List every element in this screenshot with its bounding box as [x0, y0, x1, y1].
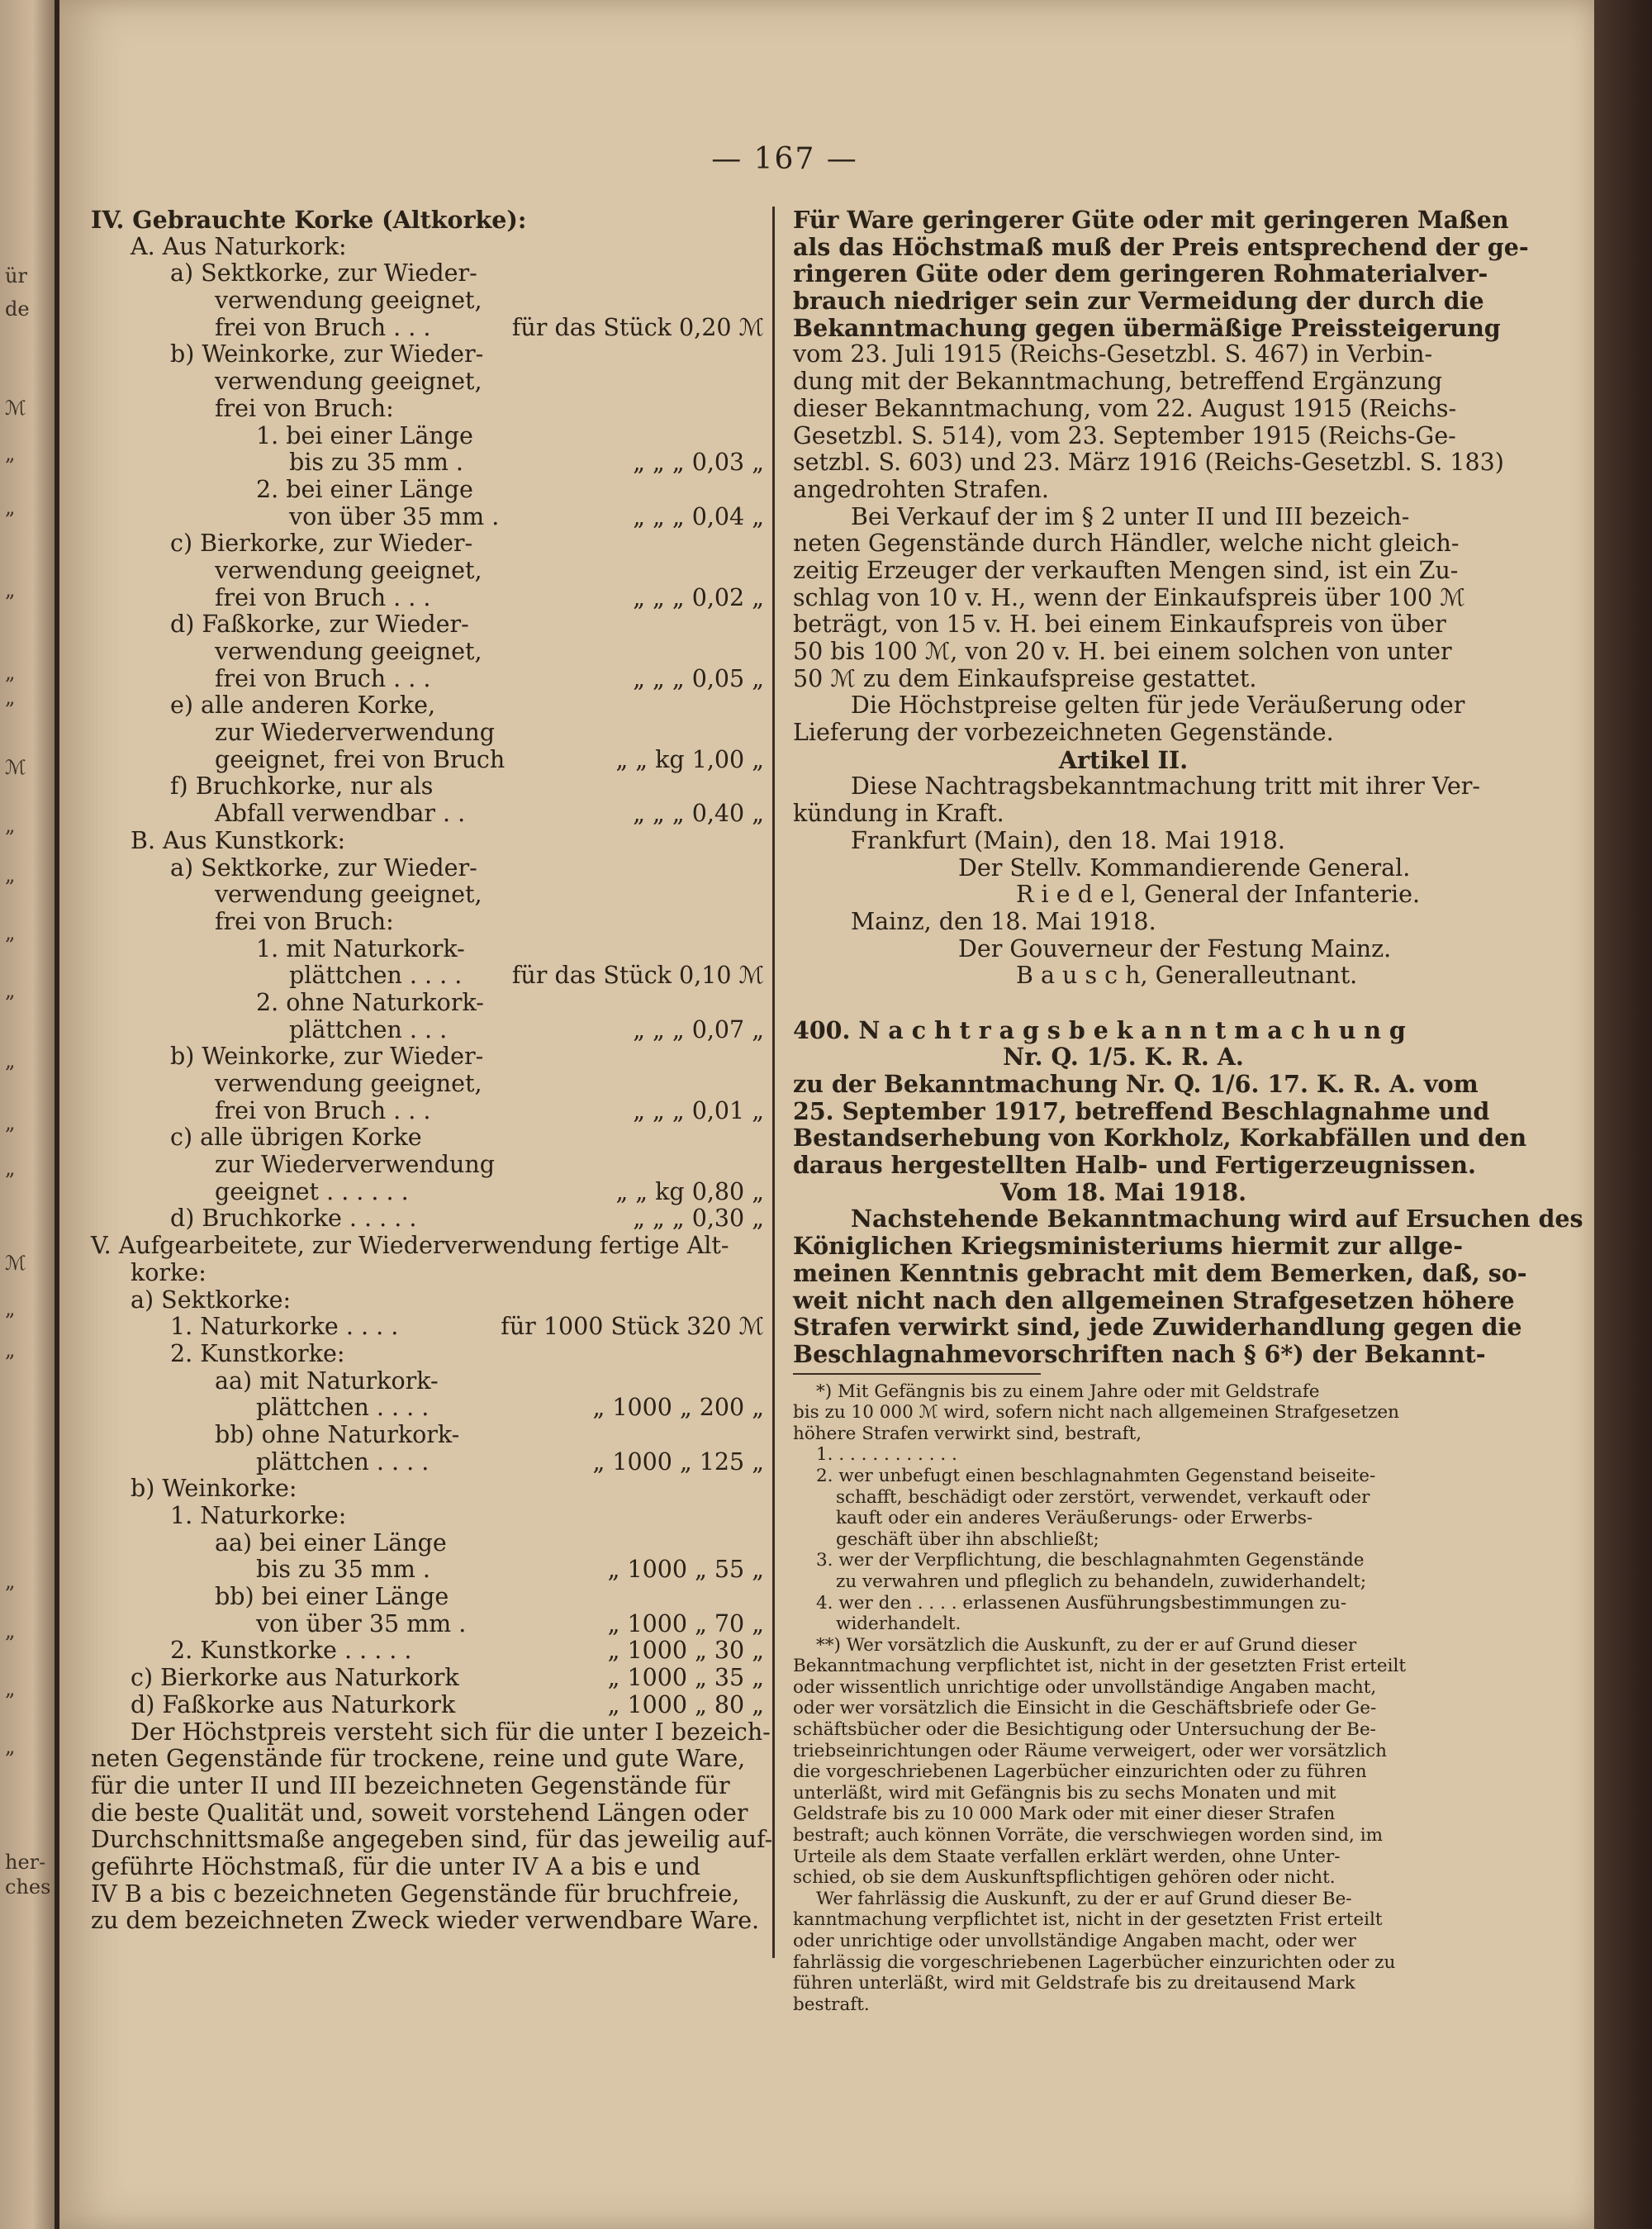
left-line	[91, 828, 764, 855]
right-line: dung mit der Bekanntmachung, betreffend Ergänzung	[793, 368, 1443, 396]
left-line	[91, 260, 764, 288]
left-line-text: frei von Bruch:	[215, 907, 394, 935]
right-line: Diese Nachtragsbekanntmachung tritt mit ihrer Ver-	[851, 772, 1480, 801]
left-line	[91, 315, 764, 342]
price-value: „ „ „ 0,05 „	[633, 664, 764, 692]
right-line: vom 23. Juli 1915 (Reichs-Gesetzbl. S. 467) in Verbin-	[793, 340, 1433, 368]
left-line-text: c) Bierkorke, zur Wieder-	[170, 530, 473, 558]
right-line: kündung in Kraft.	[793, 800, 1004, 828]
footnote-line: geschäft über ihn abschließt;	[836, 1528, 1099, 1550]
left-line-text: 2. Kunstkorke . . . . .	[170, 1637, 412, 1665]
margin-fragment: ches	[5, 1875, 51, 1899]
margin-fragment: „	[5, 1338, 16, 1362]
footnote-line: triebseinrichtungen oder Räume verweigert, oder wer vorsätzlich	[793, 1740, 1387, 1761]
right-column-body	[793, 206, 1583, 1368]
footnote-line: 4. wer den . . . . erlassenen Ausführungsbestimmungen zu-	[816, 1592, 1347, 1614]
right-line: beträgt, von 15 v. H. bei einem Einkaufspreis von über	[793, 611, 1446, 639]
left-line-text: korke:	[131, 1258, 206, 1286]
left-line-text: b) Weinkorke, zur Wieder-	[170, 340, 484, 368]
left-line-text: 2. Kunstkorke:	[170, 1339, 345, 1367]
left-line-text: frei von Bruch . . .	[215, 1096, 431, 1124]
left-line	[91, 1665, 764, 1692]
left-line-text: plättchen . . .	[289, 1015, 448, 1043]
column-divider	[772, 207, 775, 1958]
margin-fragment: „	[5, 863, 16, 886]
footnote-line: schied, ob sie dem Auskunftspflichtigen gehören oder nicht.	[793, 1867, 1336, 1889]
left-line-text: plättchen . . . .	[256, 1394, 430, 1422]
price-value: „ 1000 „ 55 „	[607, 1556, 764, 1584]
price-value: „ „ kg 1,00 „	[615, 745, 764, 773]
left-line	[91, 585, 764, 612]
right-line: schlag von 10 v. H., wenn der Einkaufspreis über 100 ℳ	[793, 583, 1465, 611]
left-line	[91, 1530, 764, 1557]
left-line	[91, 747, 764, 774]
left-line	[91, 1368, 764, 1395]
right-line: Nr. Q. 1/5. K. R. A.	[1003, 1043, 1244, 1072]
margin-fragment: „	[5, 921, 16, 944]
margin-fragment: „	[5, 979, 16, 1002]
left-line	[91, 1205, 764, 1233]
footnotes	[793, 1381, 1454, 2016]
left-line	[91, 288, 764, 315]
price-value: „ „ „ 0,30 „	[633, 1205, 764, 1233]
left-line-text: frei von Bruch . . .	[215, 664, 431, 692]
margin-fragment: „	[5, 442, 16, 465]
left-line-text: 1. mit Naturkork-	[256, 934, 465, 962]
price-value: „ „ „ 0,40 „	[633, 800, 764, 828]
right-line: zeitig Erzeuger der verkauften Mengen sind, ist ein Zu-	[793, 556, 1459, 584]
left-line	[91, 1826, 773, 1854]
left-line-text: 1. bei einer Länge	[256, 421, 473, 449]
footnote-line: schäftsbücher oder die Besichtigung oder Untersuchung der Be-	[793, 1719, 1376, 1741]
left-line-text: bis zu 35 mm .	[256, 1556, 430, 1584]
footnote-line: 1. . . . . . . . . . . .	[816, 1444, 957, 1466]
footnote-line: oder unrichtige oder unvollständige Angaben macht, oder wer	[793, 1931, 1356, 1951]
left-line-text: d) Bruchkorke . . . . .	[170, 1205, 417, 1233]
left-line-text: verwendung geeignet,	[215, 368, 482, 396]
left-line	[91, 692, 764, 720]
left-line-text: c) Bierkorke aus Naturkork	[131, 1664, 459, 1692]
left-line	[91, 234, 764, 261]
footnote-line: widerhandelt.	[836, 1614, 961, 1635]
left-column	[91, 206, 773, 1935]
margin-fragment: ℳ	[5, 756, 26, 779]
right-line: Vom 18. Mai 1918.	[999, 1177, 1247, 1206]
left-line-text: d) Faßkorke aus Naturkork	[131, 1690, 456, 1718]
right-line: Lieferung der vorbezeichneten Gegenstände.	[793, 719, 1334, 747]
right-line: Königlichen Kriegsministeriums hiermit zur allge-	[793, 1232, 1464, 1261]
left-line	[91, 936, 764, 963]
price-value: „ 1000 „ 80 „	[607, 1690, 764, 1718]
left-line-text: verwendung geeignet,	[215, 881, 482, 909]
footnote-line: oder wissentlich unrichtige oder unvollständige Angaben macht,	[793, 1676, 1377, 1698]
right-line: Strafen verwirkt sind, jede Zuwiderhandlung gegen die	[793, 1313, 1522, 1342]
left-line	[91, 341, 764, 368]
book-cover-edge	[1594, 0, 1652, 2229]
left-line	[91, 1098, 764, 1125]
left-line-text: V. Aufgearbeitete, zur Wiederverwendung fertige Alt-	[91, 1232, 729, 1260]
left-line-text: 1. Naturkorke . . . .	[170, 1313, 399, 1341]
left-line	[91, 1071, 764, 1098]
right-line: neten Gegenstände durch Händler, welche nicht gleich-	[793, 530, 1460, 558]
left-line-text: aa) mit Naturkork-	[215, 1366, 439, 1395]
price-value: „ „ kg 0,80 „	[615, 1177, 764, 1205]
left-line	[91, 773, 764, 801]
footnote-line: *) Mit Gefängnis bis zu einem Jahre oder mit Geldstrafe	[816, 1381, 1320, 1402]
footnote-line: Wer fahrlässig die Auskunft, zu der er auf Grund dieser Be-	[816, 1888, 1352, 1909]
price-value: „ 1000 „ 200 „	[592, 1394, 764, 1422]
footnote-line: 3. wer der Verpflichtung, die beschlagnahmten Gegenstände	[816, 1550, 1365, 1571]
footnote-line: führen unterläßt, wird mit Geldstrafe bis zu dreitausend Mark	[793, 1973, 1355, 1994]
footnote-line: bestraft.	[793, 1994, 870, 2015]
left-line	[91, 801, 764, 828]
left-line	[91, 423, 764, 450]
left-line-text: B. Aus Kunstkork:	[131, 826, 346, 854]
left-line	[91, 1341, 764, 1368]
footnote-line: bestraft; auch können Vorräte, die verschwiegen worden sind, im	[793, 1825, 1383, 1846]
right-line: angedrohten Strafen.	[793, 475, 1049, 503]
left-line	[91, 1881, 764, 1908]
margin-fragment: de	[5, 297, 30, 321]
price-value: „ „ „ 0,07 „	[633, 1015, 764, 1043]
left-line	[91, 1017, 764, 1044]
left-line	[91, 1287, 764, 1314]
left-line	[91, 855, 764, 882]
page-number: — 167 —	[711, 142, 858, 176]
margin-fragment: „	[5, 1049, 16, 1072]
right-line: Bekanntmachung gegen übermäßige Preissteigerung	[793, 313, 1501, 342]
footnote-line: kanntmachung verpflichtet ist, nicht in der gesetzten Frist erteilt	[793, 1909, 1383, 1931]
left-line	[91, 1584, 764, 1611]
left-line-text: geführte Höchstmaß, für die unter IV A a bis e und	[91, 1852, 701, 1880]
right-line: zu der Bekanntmachung Nr. Q. 1/6. 17. K. R. A. vom	[793, 1070, 1479, 1098]
left-line	[91, 1854, 764, 1881]
left-line	[91, 1773, 764, 1800]
left-line	[91, 1124, 764, 1152]
left-line-text: plättchen . . . .	[256, 1447, 430, 1476]
left-line-text: Der Höchstpreis versteht sich für die unter I bezeich-	[131, 1718, 771, 1746]
footnote-line: Bekanntmachung verpflichtet ist, nicht in der gesetzten Frist erteilt	[793, 1656, 1406, 1677]
left-line	[91, 1746, 764, 1773]
right-line: Artikel II.	[1058, 745, 1189, 774]
footnote-line: fahrlässig die vorgeschriebenen Lagerbücher einzurichten oder zu	[793, 1951, 1396, 1973]
left-line	[91, 530, 764, 558]
left-line	[91, 1718, 771, 1747]
left-line	[91, 1179, 764, 1206]
right-line: Gesetzbl. S. 514), vom 23. September 1915 (Reichs-Ge-	[793, 421, 1456, 449]
left-line	[91, 639, 764, 666]
left-line	[91, 1908, 764, 1935]
left-line-text: b) Weinkorke:	[131, 1475, 297, 1503]
right-line: R i e d e l, General der Infanterie.	[1016, 881, 1421, 909]
right-line: Der Stellv. Kommandierende General.	[958, 853, 1411, 882]
margin-fragment: „	[5, 1619, 16, 1642]
price-value: „ „ „ 0,04 „	[633, 502, 764, 530]
left-line	[91, 1233, 764, 1260]
margin-fragment: „	[5, 1570, 16, 1593]
left-line	[91, 1395, 764, 1422]
footnote-line: Urteile als dem Staate verfallen erklärt werden, ohne Unter-	[793, 1846, 1341, 1867]
footnote-line: unterläßt, wird mit Gefängnis bis zu sechs Monaten und mit	[793, 1782, 1336, 1804]
left-line-text: c) alle übrigen Korke	[170, 1124, 422, 1152]
margin-fragment: ℳ	[5, 397, 26, 420]
price-value: „ 1000 „ 70 „	[607, 1609, 764, 1637]
left-line	[91, 449, 764, 477]
left-line-text: 1. Naturkorke:	[170, 1502, 347, 1529]
right-line: Die Höchstpreise gelten für jede Veräußerung oder	[851, 692, 1465, 720]
left-line-text: IV. Gebrauchte Korke (Altkorke):	[91, 206, 527, 234]
left-line	[91, 1800, 764, 1827]
margin-fragment: „	[5, 686, 16, 709]
left-line-text: die beste Qualität und, soweit vorstehend Längen oder	[91, 1799, 748, 1827]
left-line	[91, 1503, 764, 1530]
left-line	[91, 1476, 764, 1503]
footnote-line: kauft oder ein anderes Veräußerungs- oder Erwerbs-	[836, 1508, 1313, 1529]
right-line: dieser Bekanntmachung, vom 22. August 1915 (Reichs-	[793, 394, 1457, 422]
left-line-text: für die unter II und III bezeichneten Gegenstände für	[91, 1771, 730, 1799]
left-line-text: a) Sektkorke, zur Wieder-	[170, 853, 477, 882]
left-line	[91, 1692, 764, 1719]
right-line: 400. N a c h t r a g s b e k a n n t m a c h u n g	[793, 1015, 1406, 1044]
left-line-text: aa) bei einer Länge	[215, 1528, 447, 1556]
right-line: daraus hergestellten Halb- und Fertigerzeugnissen.	[793, 1151, 1476, 1180]
footnote-line: zu verwahren und pfleglich zu behandeln, zuwiderhandelt;	[836, 1571, 1367, 1592]
margin-fragment: ür	[5, 264, 27, 288]
margin-fragment: „	[5, 814, 16, 837]
margin-fragment: her-	[5, 1851, 46, 1874]
left-line-text: plättchen . . . .	[289, 962, 463, 990]
left-line	[91, 962, 764, 990]
right-line: ringeren Güte oder dem geringeren Rohmaterialver-	[793, 259, 1488, 288]
left-line	[91, 720, 764, 747]
right-line: Mainz, den 18. Mai 1918.	[851, 907, 1156, 935]
margin-fragment: „	[5, 1735, 16, 1758]
left-line-text: geeignet, frei von Bruch	[215, 745, 506, 773]
price-value: „ „ „ 0,01 „	[633, 1096, 764, 1124]
right-line: Der Gouverneur der Festung Mainz.	[958, 934, 1392, 962]
left-line-text: f) Bruchkorke, nur als	[170, 772, 434, 801]
left-line-text: A. Aus Naturkork:	[131, 232, 347, 260]
left-line	[91, 1611, 764, 1638]
right-column	[793, 206, 1583, 2015]
right-line: als das Höchstmaß muß der Preis entsprechend der ge-	[793, 232, 1529, 261]
left-line-text: b) Weinkorke, zur Wieder-	[170, 1043, 484, 1071]
margin-fragment: „	[5, 1111, 16, 1134]
footnote-line: 2. wer unbefugt einen beschlagnahmten Gegenstand beiseite-	[816, 1465, 1376, 1486]
price-value: „ „ „ 0,02 „	[633, 583, 764, 611]
margin-fragment: „	[5, 1157, 16, 1180]
left-line	[91, 1314, 764, 1341]
margin-fragment: „	[5, 1297, 16, 1320]
left-line-text: a) Sektkorke, zur Wieder-	[170, 259, 477, 288]
footnote-line: oder wer vorsätzlich die Einsicht in die Geschäftsbriefe oder Ge-	[793, 1698, 1377, 1719]
right-line	[793, 990, 1454, 1017]
right-line: Beschlagnahmevorschriften nach § 6*) der Bekannt-	[793, 1339, 1486, 1368]
right-line: 50 bis 100 ℳ, von 20 v. H. bei einem solchen von unter	[793, 638, 1452, 665]
left-line	[91, 1422, 764, 1449]
left-line-text: zur Wiederverwendung	[215, 1151, 495, 1179]
left-line-text: a) Sektkorke:	[131, 1286, 292, 1314]
footnote-line: Geldstrafe bis zu 10 000 Mark oder mit einer dieser Strafen	[793, 1804, 1336, 1825]
left-line	[91, 396, 764, 423]
footnote-line: **) Wer vorsätzlich die Auskunft, zu der er auf Grund dieser	[816, 1634, 1357, 1656]
left-line-text: frei von Bruch:	[215, 394, 394, 422]
right-line: B a u s c h, Generalleutnant.	[1016, 962, 1358, 990]
left-line	[91, 666, 764, 693]
right-line: Für Ware geringerer Güte oder mit geringeren Maßen	[793, 206, 1509, 234]
left-line	[91, 1637, 764, 1665]
left-line	[91, 558, 764, 585]
footnote-separator	[793, 1373, 1041, 1375]
price-value: für 1000 Stück 320 ℳ	[501, 1313, 764, 1341]
left-line	[91, 1449, 764, 1476]
footnote-line: die vorgeschriebenen Lagerbücher einzurichten oder zu führen	[793, 1761, 1367, 1783]
left-line-text: zur Wiederverwendung	[215, 719, 495, 747]
left-line	[91, 909, 764, 936]
left-line-text: zu dem bezeichneten Zweck wieder verwendbare Ware.	[91, 1907, 760, 1935]
left-line	[91, 1152, 764, 1179]
left-line-text: frei von Bruch . . .	[215, 583, 431, 611]
left-line	[91, 207, 764, 234]
left-line-text: bb) ohne Naturkork-	[215, 1420, 460, 1448]
left-line-text: e) alle anderen Korke,	[170, 692, 436, 720]
margin-fragment: „	[5, 661, 16, 684]
right-line: setzbl. S. 603) und 23. März 1916 (Reichs-Gesetzbl. S. 183)	[793, 449, 1504, 477]
price-value: „ 1000 „ 30 „	[607, 1637, 764, 1665]
footnote-line: schafft, beschädigt oder zerstört, verwendet, verkauft oder	[836, 1486, 1370, 1508]
left-line-text: bb) bei einer Länge	[215, 1583, 449, 1611]
price-value: „ „ „ 0,03 „	[633, 449, 764, 477]
left-line	[91, 1260, 764, 1287]
right-line: Bei Verkauf der im § 2 unter II und III bezeich-	[851, 502, 1410, 530]
left-line	[91, 504, 764, 531]
margin-fragment: „	[5, 578, 16, 601]
left-line-text: IV B a bis c bezeichneten Gegenstände für bruchfreie,	[91, 1880, 740, 1908]
left-line	[91, 1556, 764, 1584]
left-line-text: verwendung geeignet,	[215, 1070, 482, 1097]
left-line-text: Abfall verwendbar . .	[215, 800, 466, 828]
left-line-text: geeignet . . . . . .	[215, 1177, 409, 1205]
left-line	[91, 368, 764, 396]
left-line-text: frei von Bruch . . .	[215, 313, 431, 341]
left-line-text: verwendung geeignet,	[215, 638, 482, 665]
right-line: weit nicht nach den allgemeinen Strafgesetzen höhere	[793, 1286, 1515, 1314]
left-line	[91, 611, 764, 639]
price-value: „ 1000 „ 35 „	[607, 1664, 764, 1692]
left-line-text: von über 35 mm .	[289, 502, 500, 530]
left-line-text: verwendung geeignet,	[215, 287, 482, 315]
left-line-text: neten Gegenstände für trockene, reine und gute Ware,	[91, 1745, 746, 1773]
left-line-text: 2. bei einer Länge	[256, 475, 473, 503]
right-line: Bestandserhebung von Korkholz, Korkabfällen und den	[793, 1124, 1527, 1153]
left-line-text: von über 35 mm .	[256, 1609, 467, 1637]
right-line: 50 ℳ zu dem Einkaufspreise gestattet.	[793, 664, 1257, 692]
right-line: 25. September 1917, betreffend Beschlagnahme und	[793, 1096, 1490, 1125]
price-value: „ 1000 „ 125 „	[592, 1447, 764, 1476]
left-line-text: d) Faßkorke, zur Wieder-	[170, 611, 469, 639]
left-line-text: bis zu 35 mm .	[289, 449, 463, 477]
footnote-line: höhere Strafen verwirkt sind, bestraft,	[793, 1423, 1142, 1444]
left-line	[91, 1043, 764, 1071]
left-line-text: Durchschnittsmaße angegeben sind, für das jeweilig auf-	[91, 1826, 773, 1854]
left-line	[91, 990, 764, 1017]
right-line: meinen Kenntnis gebracht mit dem Bemerken, daß, so-	[793, 1258, 1527, 1287]
footnote-line: bis zu 10 000 ℳ wird, sofern nicht nach allgemeinen Strafgesetzen	[793, 1402, 1399, 1423]
price-value: für das Stück 0,20 ℳ	[511, 313, 764, 341]
left-line-text: verwendung geeignet,	[215, 556, 482, 584]
margin-fragment: „	[5, 496, 16, 519]
right-line: Nachstehende Bekanntmachung wird auf Ersuchen des	[851, 1205, 1583, 1233]
margin-fragment: „	[5, 1677, 16, 1700]
left-line	[91, 477, 764, 504]
price-value: für das Stück 0,10 ℳ	[511, 962, 764, 990]
margin-fragment: ℳ	[5, 1252, 26, 1275]
right-line: brauch niedriger sein zur Vermeidung der durch die	[793, 287, 1484, 316]
right-line: Frankfurt (Main), den 18. Mai 1918.	[851, 826, 1285, 854]
left-line-text: 2. ohne Naturkork-	[256, 988, 484, 1016]
left-line	[91, 882, 764, 909]
